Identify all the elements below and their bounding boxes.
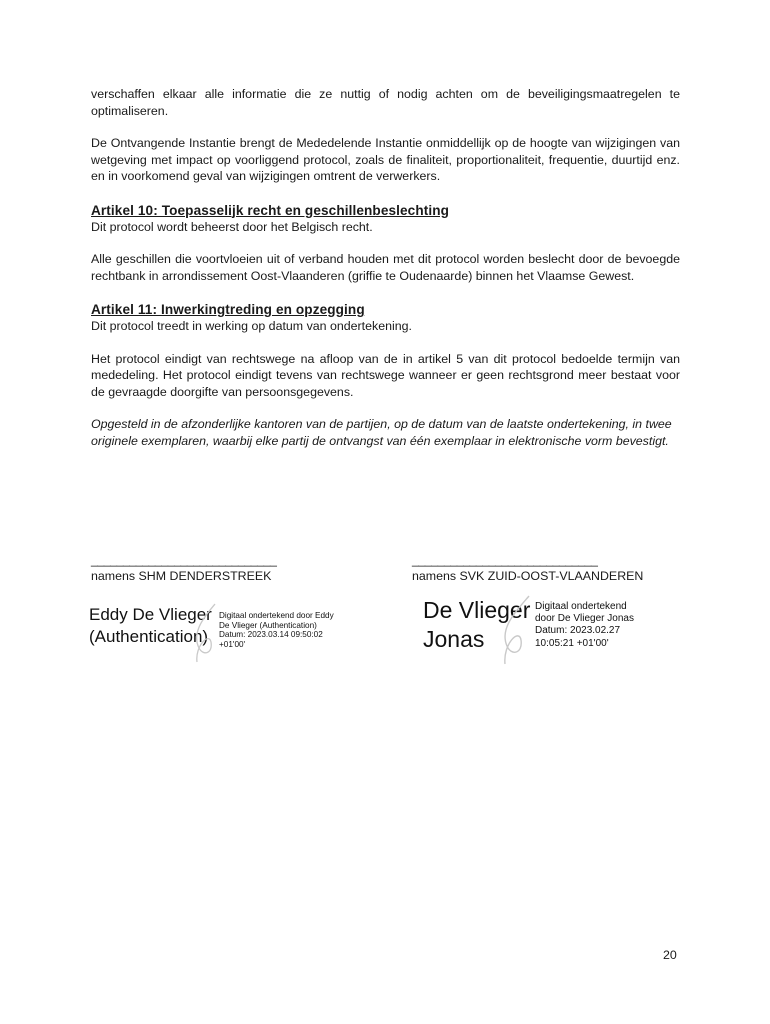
signer-name: Eddy De Vlieger (Authentication) bbox=[89, 605, 212, 646]
signer-name: De Vlieger Jonas bbox=[423, 597, 531, 652]
closing-statement: Opgesteld in de afzonderlijke kantoren van de partijen, op de datum van de laatste ondertekening, in twee originele exemplaren, waarbij elke partij de ontvangst van één exemplaar in elektronische vorm bevestigt. bbox=[91, 417, 672, 448]
paragraph: Alle geschillen die voortvloeien uit of verband houden met dit protocol worden beslecht door de bevoegde rechtbank in arrondissement Oost-Vlaanderen (griffie te Oudenaarde) binnen het Vlaamse Gewest. bbox=[91, 252, 680, 283]
paragraph: Het protocol eindigt van rechtswege na afloop van de in artikel 5 van dit protocol bedoelde termijn van mededeling. Het protocol eindigt tevens van rechtswege wanneer er geen rechtsgrond meer bestaat voor de gevraagde doorgifte van persoonsgegevens. bbox=[91, 351, 680, 399]
article-11-heading: Artikel 11: Inwerkingtreding en opzegging bbox=[91, 302, 365, 317]
paragraph: verschaffen elkaar alle informatie die ze nuttig of nodig achten om de beveiligingsmaatregelen te optimaliseren. bbox=[91, 87, 680, 118]
signature-block-right bbox=[412, 552, 643, 584]
signature-line: _____________________________ bbox=[412, 553, 598, 567]
article-10-heading: Artikel 10: Toepasselijk recht en geschillenbeslechting bbox=[91, 202, 450, 218]
signature-block-left bbox=[91, 552, 276, 584]
paragraph: De Ontvangende Instantie brengt de Mededelende Instantie onmiddellijk op de hoogte van wijzigingen van wetgeving met impact op voorliggend protocol, zoals de finaliteit, proportionaliteit, frequentie, duurtijd enz. en in voorkomend geval van wijzigingen omtrent de verwerkers. bbox=[91, 136, 680, 183]
digital-signature-right bbox=[423, 596, 683, 662]
digital-signature-left bbox=[89, 604, 369, 660]
page-number: 20 bbox=[663, 948, 677, 962]
body-text bbox=[91, 86, 680, 449]
signature-details: Digitaal ondertekend door De Vlieger Jonas Datum: 2023.02.27 10:05:21 +01'00' bbox=[535, 601, 634, 649]
signature-swoosh-icon bbox=[489, 594, 539, 666]
paragraph: Dit protocol wordt beheerst door het Belgisch recht. bbox=[91, 219, 373, 234]
signature-line: _____________________________ bbox=[91, 553, 277, 567]
signatory-label: namens SHM DENDERSTREEK bbox=[91, 569, 272, 583]
paragraph: Dit protocol treedt in werking op datum van ondertekening. bbox=[91, 319, 412, 333]
signatory-label: namens SVK ZUID-OOST-VLAANDEREN bbox=[412, 569, 644, 583]
signature-details: Digitaal ondertekend door Eddy De Vlieger (Authentication) Datum: 2023.03.14 09:50:02 +01'00' bbox=[219, 611, 334, 649]
